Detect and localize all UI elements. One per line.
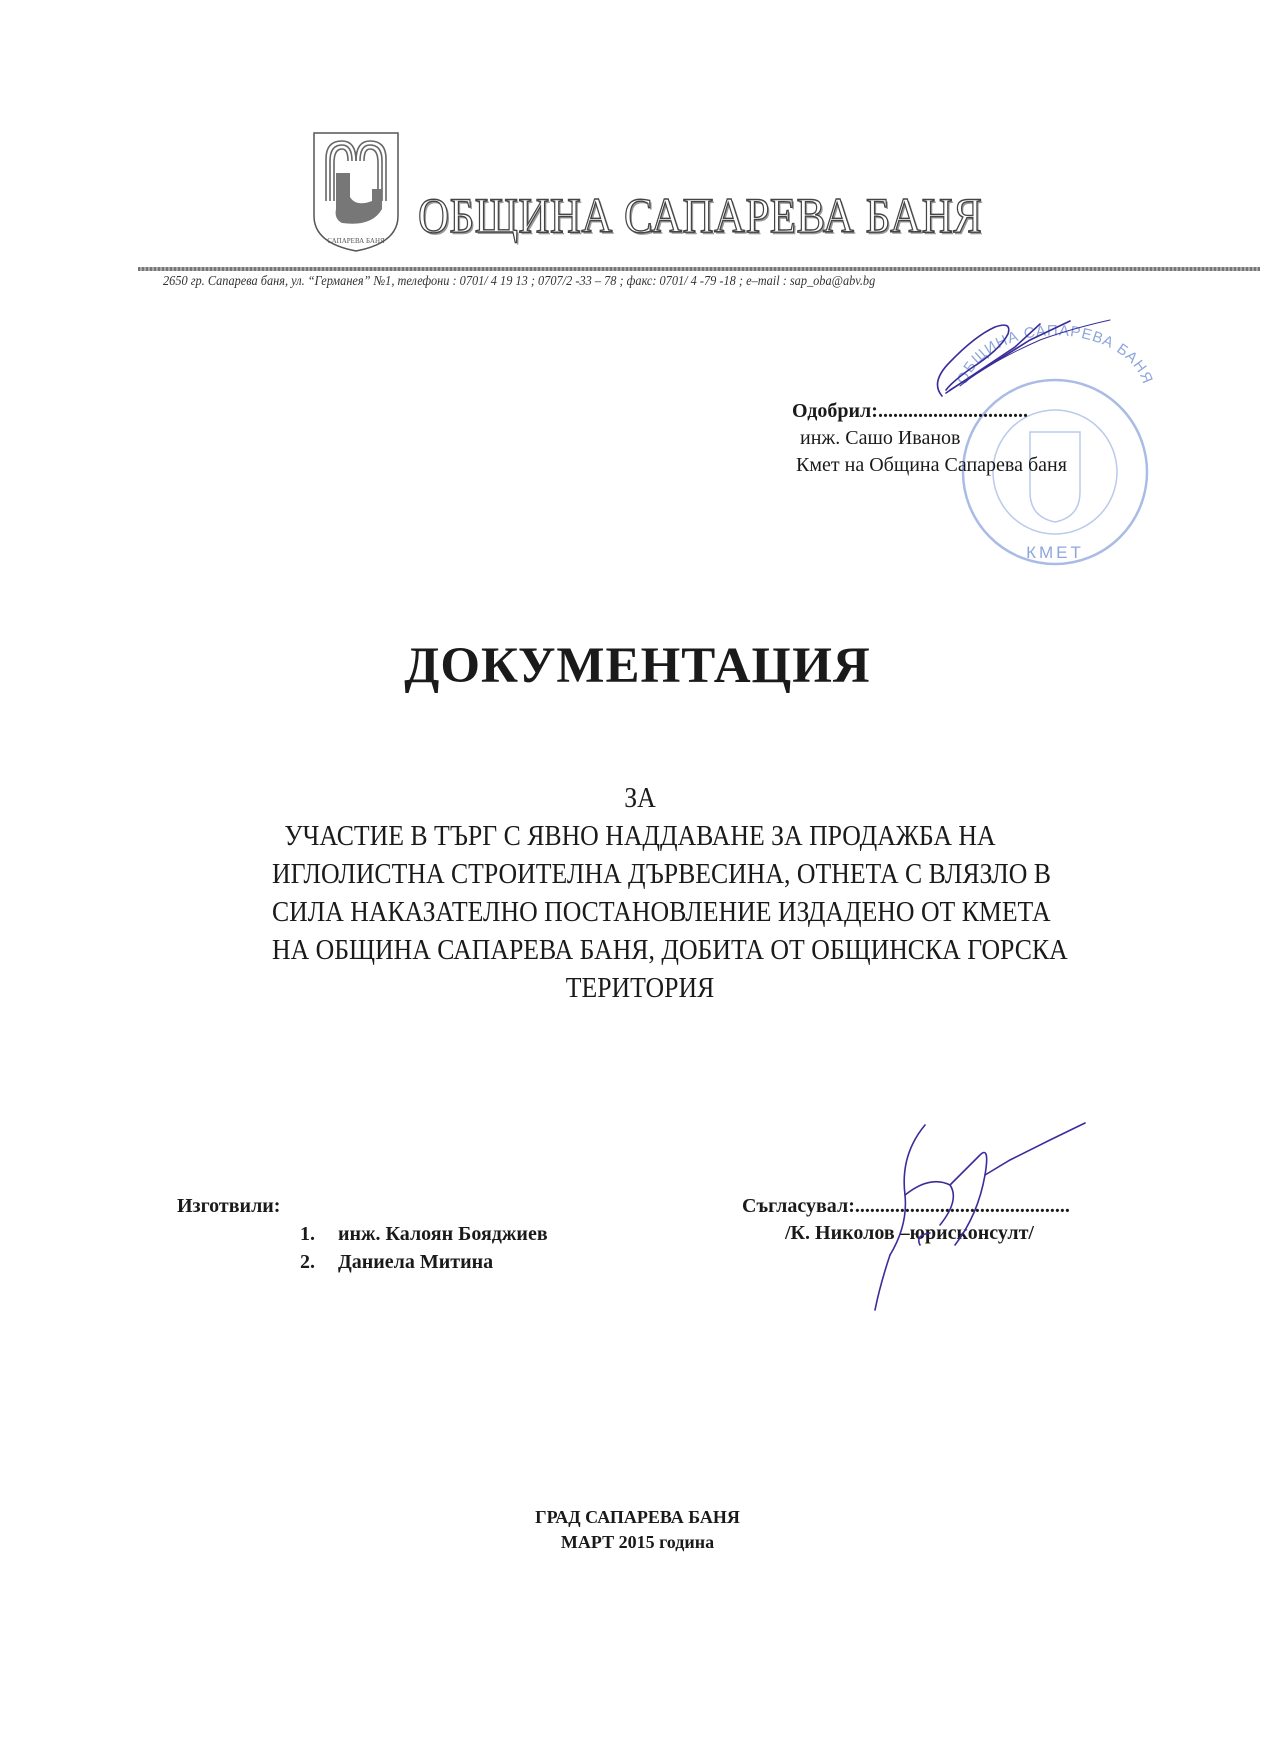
letterhead-divider <box>138 267 1260 271</box>
subtitle-line: УЧАСТИЕ В ТЪРГ С ЯВНО НАДДАВАНЕ ЗА ПРОДАЖБА НА <box>284 821 996 852</box>
footer-city: ГРАД САПАРЕВА БАНЯ <box>535 1507 740 1527</box>
org-address: 2650 гр. Сапарева баня, ул. “Германея” №1, телефони : 0701/ 4 19 13 ; 0707/2 -33 – 78 ; факс: 0701/ 4 -79 -18 ; e–mail : sap_oba@abv.bg <box>163 274 876 289</box>
document-title: ДОКУМЕНТАЦИЯ <box>404 638 871 694</box>
agreed-by-name: /К. Николов –юрисконсулт/ <box>785 1222 1034 1244</box>
list-number: 1. <box>300 1223 315 1245</box>
preparer-name: инж. Калоян Бояджиев <box>338 1223 548 1245</box>
org-name: ОБЩИНА САПАРЕВА БАНЯ <box>418 187 983 243</box>
approval-label: Одобрил: <box>792 400 878 422</box>
logo-caption: САПАРЕВА БАНЯ <box>327 237 385 245</box>
approval-block <box>792 398 1067 479</box>
list-item <box>300 1220 548 1248</box>
footer-date: МАРТ 2015 година <box>560 1532 715 1552</box>
subtitle-line: СИЛА НАКАЗАТЕЛНО ПОСТАНОВЛЕНИЕ ИЗДАДЕНО ОТ КМЕТА <box>272 897 1051 928</box>
stamp-bottom-text: КМЕТ <box>1026 543 1084 562</box>
agreed-signature-line: ........................................... <box>854 1195 1070 1217</box>
subtitle-line: ТЕРИТОРИЯ <box>565 973 715 1004</box>
list-number: 2. <box>300 1251 315 1273</box>
preparer-name: Даниела Митина <box>338 1251 494 1273</box>
prepared-by-label: Изготвили: <box>177 1195 281 1217</box>
approver-name: инж. Сашо Иванов <box>800 427 961 449</box>
municipality-logo-icon <box>312 131 400 253</box>
stamp-top-text: ОБЩИНА САПАРЕВА БАНЯ <box>953 322 1157 387</box>
subtitle-line: ИГЛОЛИСТНА СТРОИТЕЛНА ДЪРВЕСИНА, ОТНЕТА С ВЛЯЗЛО В <box>272 859 1051 890</box>
approval-signature-line: .............................. <box>877 400 1028 422</box>
subtitle-line: НА ОБЩИНА САПАРЕВА БАНЯ, ДОБИТА ОТ ОБЩИНСКА ГОРСКА <box>272 935 1068 966</box>
document-footer <box>0 1505 1275 1555</box>
approver-position: Кмет на Община Сапарева баня <box>796 454 1067 476</box>
list-item <box>300 1248 548 1276</box>
agreed-by-label: Съгласувал: <box>742 1195 855 1217</box>
prepared-by-list <box>300 1220 548 1276</box>
subtitle-line: ЗА <box>624 783 656 814</box>
document-subtitle <box>272 780 1068 1008</box>
approver-signature-icon <box>920 318 1120 398</box>
legal-advisor-signature-icon <box>860 1115 1090 1315</box>
